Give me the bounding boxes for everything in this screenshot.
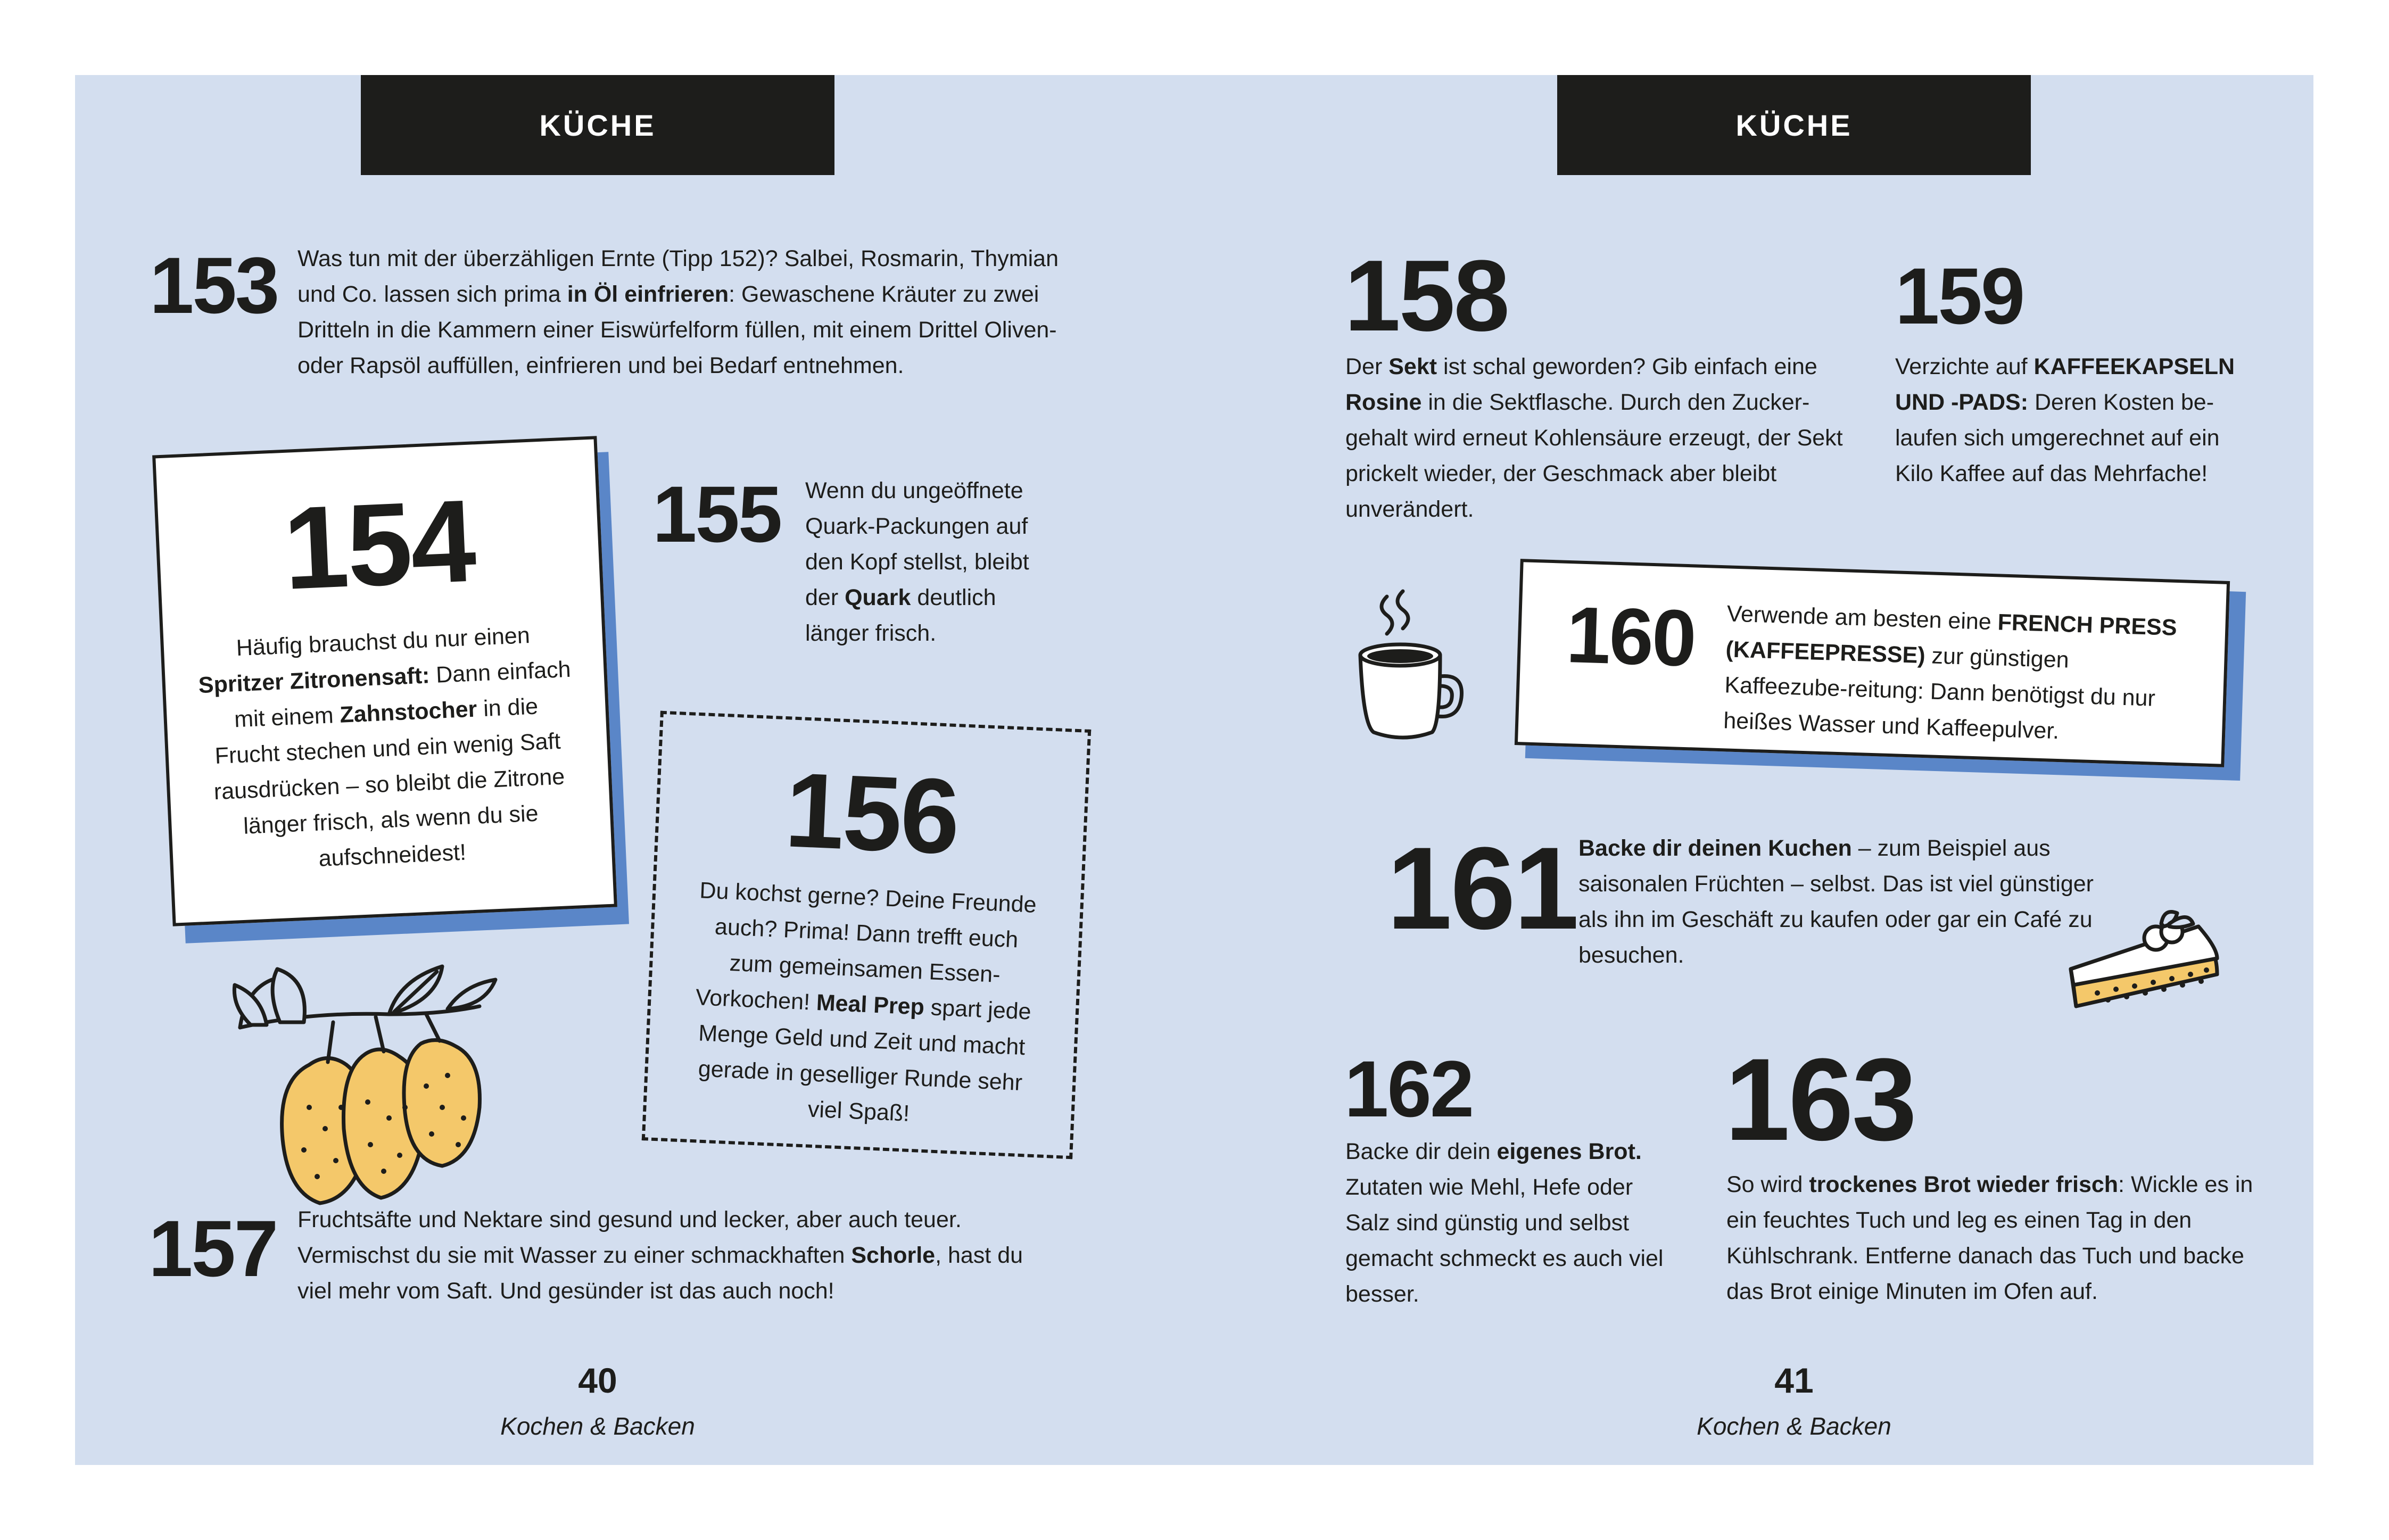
tip-155-text: Wenn du ungeöffnete Quark-Packungen auf den Kopf stellst, bleibt der Quark deutlich länger frisch. [805,478,1029,646]
tip-154-card [152,436,617,926]
lemon-branch-icon [229,948,527,1224]
left-section-label: Kochen & Backen [500,1412,695,1440]
right-page-number: 41 [1774,1361,1814,1400]
tip-160-text: Verwende am besten eine FRENCH PRESS (KAFFEEPRESSE) zur günstigen Kaffeezube-reitung: Dann benötigst du nur heißes Wasser und Kaffeepulver. [1723,601,2178,744]
coffee-mug-icon [1350,591,1472,746]
tip-155-number: 155 [652,469,781,559]
tip-159-number: 159 [1895,251,2024,341]
left-page-number: 40 [578,1361,617,1400]
cake-slice-icon [2065,905,2225,1028]
tip-156-card [642,711,1091,1160]
tip-153-number: 153 [150,241,278,330]
tip-160-card [1515,559,2230,767]
tip-156-number: 156 [782,750,961,877]
tip-153-text: Was tun mit der überzähligen Ernte (Tipp 152)? Salbei, Rosmarin, Thymian und Co. lassen sich prima in Öl einfrieren: Gewaschene Kräuter zu zwei Dritteln in die Kammern einer Eiswürfelform füllen, mit einem Drittel Oliven- oder Rapsöl auffüllen, einfrieren und bei Bedarf entnehmen. [297,246,1059,378]
tip-163-text: So wird trockenes Brot wieder frisch: Wickle es in ein feuchtes Tuch und leg es einen Tag in den Kühlschrank. Entferne danach das Tuch und backe das Brot einige Minuten im Ofen auf. [1726,1172,2253,1304]
tip-163-number: 163 [1725,1034,1916,1165]
tip-157-text: Fruchtsäfte und Nektare sind gesund und lecker, aber auch teuer. Vermischst du sie mit Wasser zu einer schmackhaften Schorle, hast du viel mehr vom Saft. Und gesünder ist das auch noch! [297,1207,1023,1304]
tip-162-number: 162 [1344,1044,1473,1133]
tip-156-text: Du kochst gerne? Deine Freunde auch? Prima! Dann trefft euch zum gemeinsamen Essen-Vorkochen! Meal Prep spart jede Menge Geld und Zeit und macht gerade in geselliger Runde sehr viel Spaß! [695,877,1037,1127]
tip-159-text: Verzichte auf KAFFEEKAPSELN UND -PADS: Deren Kosten be-laufen sich umgerechnet auf ein Kilo Kaffee auf das Mehrfache! [1895,354,2235,486]
tip-158-text: Der Sekt ist schal geworden? Gib einfach eine Rosine in die Sektflasche. Durch den Zucker-gehalt wird erneut Kohlensäure erzeugt, der Sekt prickelt wieder, der Geschmack aber bleibt unverändert. [1345,354,1843,522]
tip-158-number: 158 [1344,239,1509,352]
tip-161-number: 161 [1387,823,1578,954]
tip-157-number: 157 [148,1204,277,1293]
tip-162-text: Backe dir dein eigenes Brot. Zutaten wie Mehl, Hefe oder Salz sind günstig und selbst gemacht schmeckt es auch viel besser. [1345,1139,1664,1307]
right-header-label: KÜCHE [1735,108,1853,142]
left-header-label: KÜCHE [539,108,656,142]
book-spread [75,75,2313,1465]
left-page-header [361,75,834,175]
tip-161-text: Backe dir deinen Kuchen – zum Beispiel aus saisonalen Früchten – selbst. Das ist viel günstiger als ihn im Geschäft zu kaufen oder gar ein Café zu besuchen. [1578,835,2094,968]
tip-154-number: 154 [280,475,477,614]
right-page-header [1557,75,2031,175]
tip-160-number: 160 [1565,589,1697,683]
right-section-label: Kochen & Backen [1697,1412,1891,1440]
tip-154-text: Häufig brauchst du nur einen Spritzer Zitronensaft: Dann einfach mit einem Zahnstocher in die Frucht stechen und ein wenig Saft rausdrücken – so bleibt die Zitrone länger frisch, als wenn du sie aufschneidest! [197,623,572,872]
